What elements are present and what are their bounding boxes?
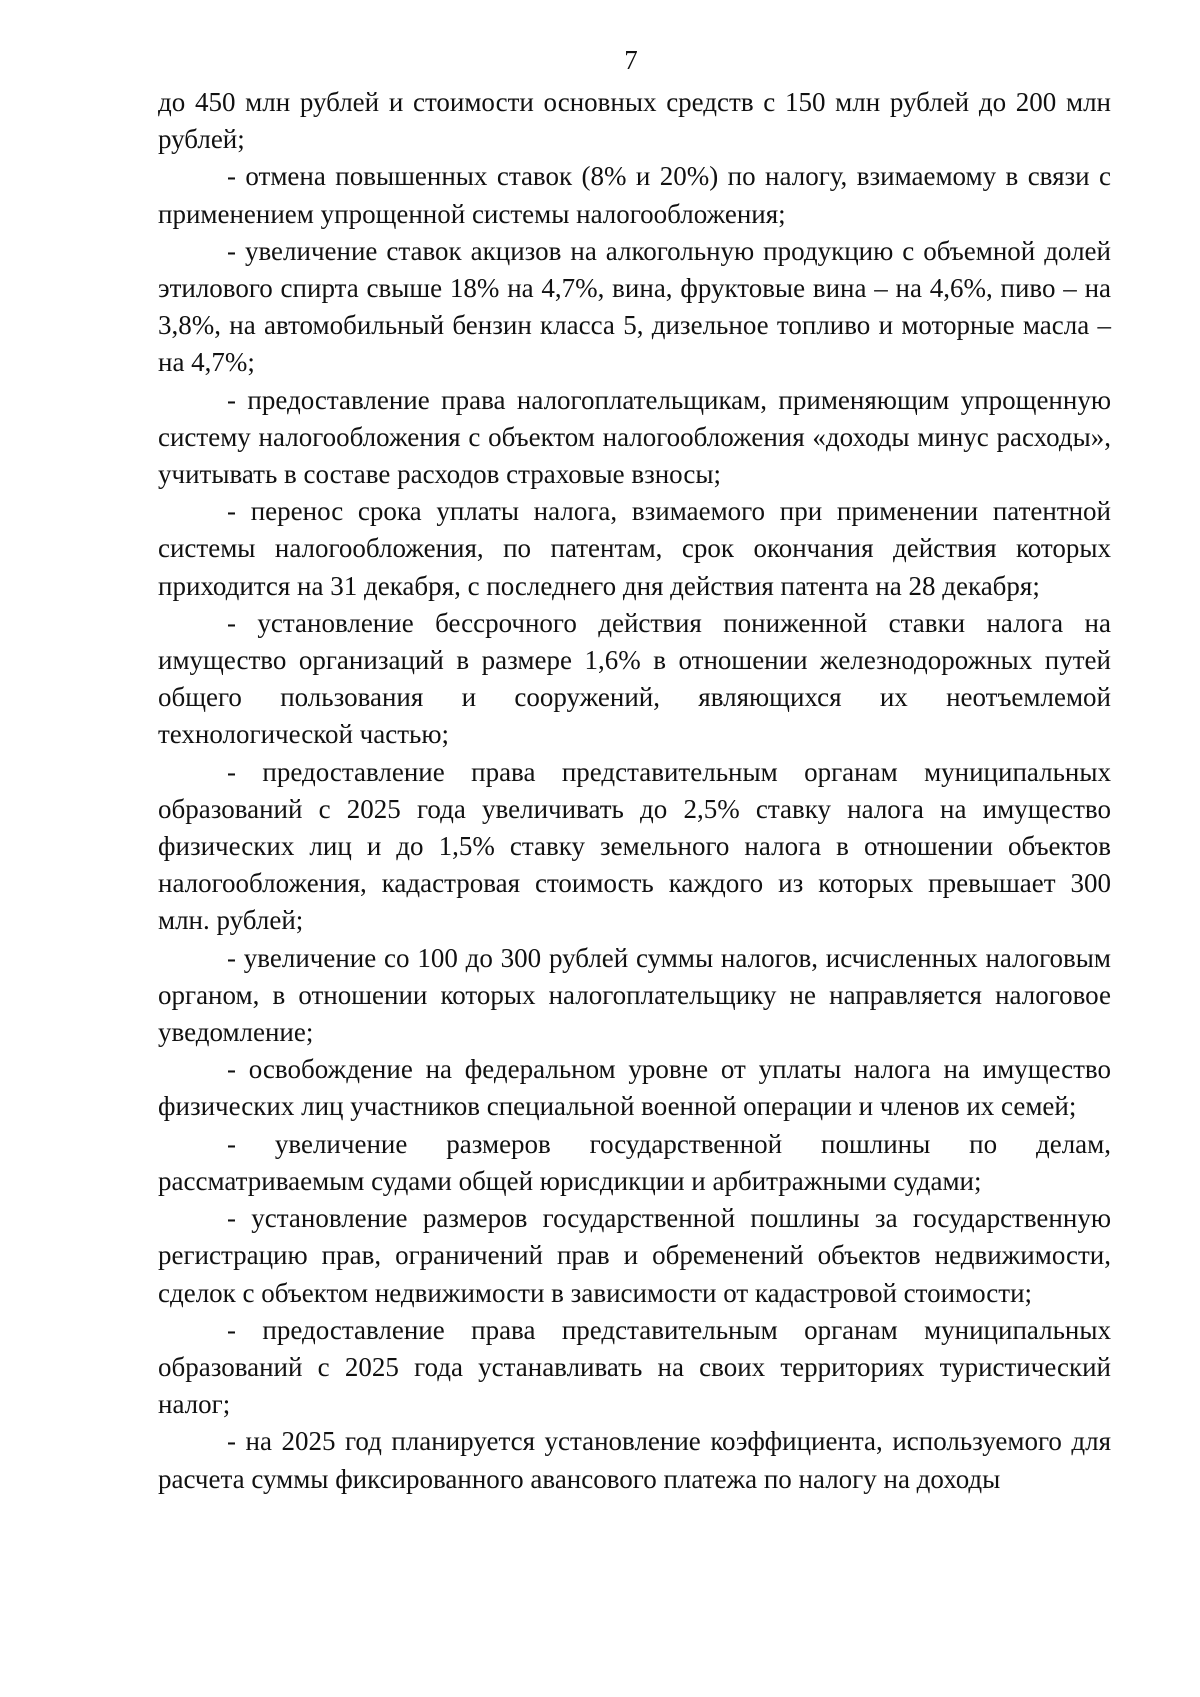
list-item-insurance-expenses: - предоставление права налогоплательщикам, применяющим упрощенную систему налогообложения с объектом налогообложения «доходы минус расходы», учитывать в составе расходов страховые взносы; [158, 384, 1111, 490]
list-item-railway-property-rate: - установление бессрочного действия пониженной ставки налога на имущество организаций в размере 1,6% в отношении железнодорожных путей общего пользования и сооружений, являющихся их неотъемлемой технологической частью; [158, 607, 1111, 750]
list-item-svo-exemption: - освобождение на федеральном уровне от уплаты налога на имущество физических лиц участников специальной военной операции и членов их семей; [158, 1054, 1111, 1122]
page-number: 7 [624, 45, 638, 75]
paragraph-continuation: до 450 млн рублей и стоимости основных средств с 150 млн рублей до 200 млн рублей; [158, 87, 1111, 155]
list-item-patent-payment-date: - перенос срока уплаты налога, взимаемого при применении патентной системы налогообложения, по патентам, срок окончания действия которых приходится на 31 декабря, с последнего дня действия патента на 28 декабря; [158, 496, 1111, 601]
list-item-advance-payment-coefficient: - на 2025 год планируется установление коэффициента, используемого для расчета суммы фиксированного авансового платежа по налогу на доходы [158, 1426, 1111, 1494]
list-item-simplified-tax-rates: - отмена повышенных ставок (8% и 20%) по налогу, взимаемому в связи с применением упрощенной системы налогообложения; [158, 161, 1111, 229]
list-item-tourist-tax: - предоставление права представительным органам муниципальных образований с 2025 года устанавливать на своих территориях туристический налог; [158, 1314, 1111, 1420]
list-item-registration-duty: - установление размеров государственной пошлины за государственную регистрацию прав, ограничений прав и обременений объектов недвижимости, сделок с объектом недвижимости в зависимости от кадастровой стоимости; [158, 1203, 1111, 1308]
document-body [158, 84, 1111, 1498]
list-item-court-duty: - увеличение размеров государственной пошлины по делам, рассматриваемым судами общей юрисдикции и арбитражными судами; [158, 1128, 1111, 1196]
list-item-tax-notice-threshold: - увеличение со 100 до 300 рублей суммы налогов, исчисленных налоговым органом, в отношении которых налогоплательщику не направляется налоговое уведомление; [158, 942, 1111, 1048]
list-item-excise-rates: - увеличение ставок акцизов на алкогольную продукцию с объемной долей этилового спирта свыше 18% на 4,7%, вина, фруктовые вина – на 4,6%, пиво – на 3,8%, на автомобильный бензин класса 5, дизельное топливо и моторные масла – на 4,7%; [158, 235, 1111, 378]
list-item-municipal-rate-increase: - предоставление права представительным органам муниципальных образований с 2025 года увеличивать до 2,5% ставку налога на имущество физических лиц и до 1,5% ставку земельного налога в отношении объектов налогообложения, кадастровая стоимость каждого из которых превышает 300 млн. рублей; [158, 756, 1111, 936]
